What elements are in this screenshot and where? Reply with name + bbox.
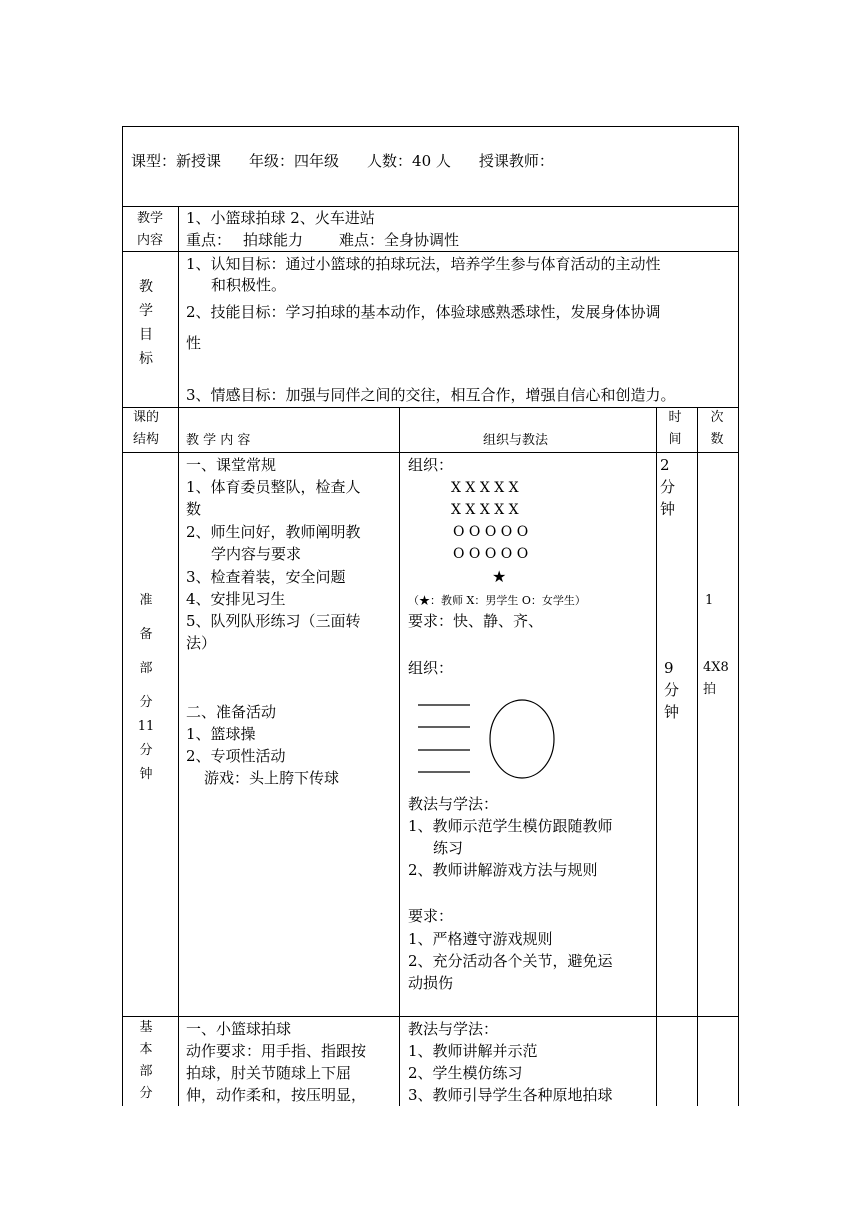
goal-1a: 1、认知目标：通过小篮球的拍球玩法，培养学生参与体育活动的主动性 [186,255,661,273]
prep-reps-1: 1 [705,593,714,608]
basic-method-2: 2、学生模仿练习 [408,1064,523,1082]
table-border-left [122,126,123,1106]
goal-1b: 和积极性。 [211,276,287,294]
prep-req-1: 1、严格遵守游戏规则 [408,930,553,948]
col-divider [399,407,400,1106]
prep-method-2: 2、教师讲解游戏方法与规则 [408,861,598,879]
basic-method-0: 教法与学法： [408,1020,499,1038]
prep-section-label: 准 备 部 分 11 分 钟 [137,593,155,782]
prep-method-title: 教法与学法： [408,795,499,813]
col-header-content: 教 学 内 容 [186,433,251,448]
col-divider [656,407,657,1106]
prep-org-label-2: 组织： [408,659,454,677]
formation-row-1: X X X X X [451,480,519,496]
basic-content-0: 一、小篮球拍球 [186,1020,292,1038]
col-header-structure: 课的 结构 [132,410,159,447]
basic-method-3: 3、教师引导学生各种原地拍球 [408,1086,613,1104]
formation-row-2: X X X X X [451,502,519,518]
col-header-reps: 次 数 [710,410,724,447]
prep-content-12: 游戏：头上胯下传球 [204,769,340,787]
basic-content-2: 拍球，肘关节随球上下屈 [186,1064,352,1082]
content-line-1: 1、小篮球拍球 2、火车进站 [186,209,375,227]
prep-content-7: 5、队列队形练习（三面转 [186,612,361,630]
col-divider [697,407,698,1106]
col-header-method: 组织与教法 [483,433,549,448]
content-line-2: 重点： 拍球能力 难点：全身协调性 [186,231,460,249]
formation-row-3: O O O O O [453,524,529,540]
prep-content-8: 法） [186,634,217,652]
prep-req-2: 2、充分活动各个关节，避免运 [408,952,613,970]
prep-req-2b: 动损伤 [408,974,454,992]
row-divider [122,407,739,408]
prep-content-0: 一、课堂常规 [186,456,277,474]
prep-content-5: 3、检查着装，安全问题 [186,568,346,586]
formation-legend: （★：教师 X：男学生 O：女学生） [408,594,586,607]
basic-content-1: 动作要求：用手指、指跟按 [186,1042,367,1060]
prep-org-label: 组织： [408,456,454,474]
formation-row-4: O O O O O [453,546,529,562]
activity-formation-diagram [410,695,570,785]
prep-requirement-1: 要求：快、静、齐、 [408,612,544,630]
formation-circle [490,700,554,778]
goals-row-label: 教 学 目 标 [139,279,153,367]
grade: 年级：四年级 [249,152,340,170]
basic-method-1: 1、教师讲解并示范 [408,1042,538,1060]
prep-content-11: 2、专项性活动 [186,747,286,765]
table-border-top [122,126,739,127]
prep-time-2: 9 分 钟 [664,659,680,721]
prep-req-title: 要求： [408,907,454,925]
prep-content-6: 4、安排见习生 [186,590,286,608]
student-count: 人数：40 人 [367,152,451,170]
prep-content-2: 数 [186,500,202,518]
prep-content-3: 2、师生问好，教师阐明教 [186,523,361,541]
prep-method-1b: 练习 [433,839,464,857]
prep-content-9: 二、准备活动 [186,703,277,721]
goal-2b: 性 [186,334,202,352]
row-divider [122,1016,739,1017]
goal-2a: 2、技能目标：学习拍球的基本动作，体验球感熟悉球性，发展身体协调 [186,303,661,321]
header-line [131,150,554,172]
prep-method-1: 1、教师示范学生模仿跟随教师 [408,817,613,835]
prep-reps-2: 4X8 拍 [703,660,729,697]
col-divider [178,206,179,1106]
prep-content-4: 学内容与要求 [211,545,302,563]
basic-section-label: 基 本 部 分 [139,1020,153,1101]
basic-content-3: 伸，动作柔和，按压明显， [186,1086,367,1104]
goal-3: 3、情感目标：加强与同伴之间的交往，相互合作，增强自信心和创造力。 [186,386,676,404]
prep-content-10: 1、篮球操 [186,725,256,743]
table-border-right [738,126,739,1106]
teacher-star-icon: ★ [492,567,507,586]
prep-content-1: 1、体育委员整队，检查人 [186,478,361,496]
teacher: 授课教师： [478,152,554,170]
col-header-time: 时 间 [668,410,682,447]
course-type: 课型：新授课 [131,152,222,170]
content-row-label: 教学 内容 [136,211,163,248]
row-divider [122,251,739,252]
row-divider [122,452,739,453]
prep-time-1: 2 分 钟 [660,456,676,518]
